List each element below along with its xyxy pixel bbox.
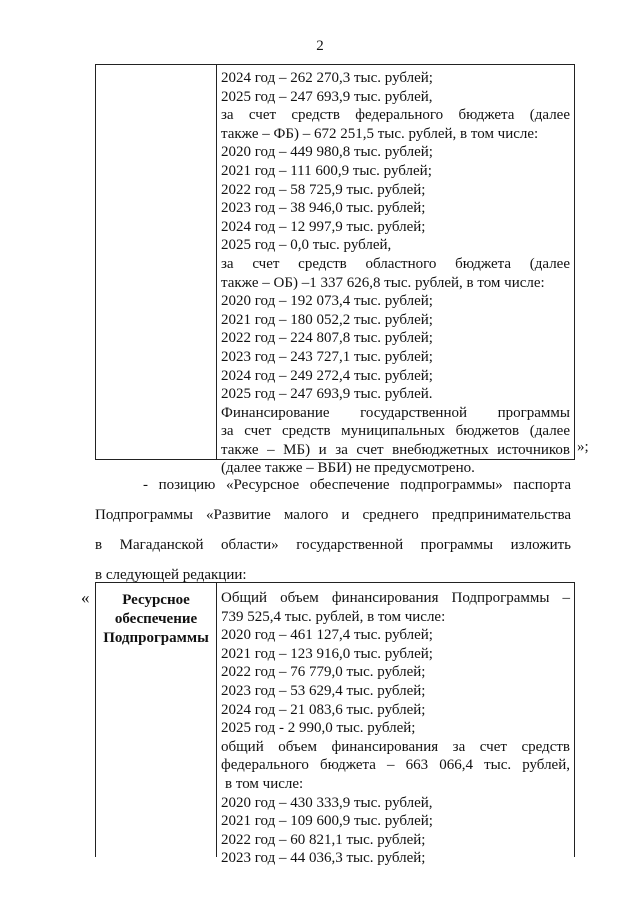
table-line: также – ФБ) – 672 251,5 тыс. рублей, в том числе: xyxy=(221,125,539,142)
table-line: 2020 год – 192 073,4 тыс. рублей; xyxy=(221,293,433,310)
table-line: за счет средств муниципальных бюджетов (далее xyxy=(221,423,570,440)
table-line: 2024 год – 262 270,3 тыс. рублей; xyxy=(221,70,433,86)
column-divider xyxy=(216,65,217,459)
table-line: 2024 год – 249 272,4 тыс. рублей; xyxy=(221,367,433,384)
table-line: федерального бюджета – 663 066,4 тыс. рублей, xyxy=(221,757,570,774)
closing-quote: »; xyxy=(577,439,589,455)
table-line: 2021 год – 111 600,9 тыс. рублей; xyxy=(221,162,432,179)
table-line: в том числе: xyxy=(225,775,304,792)
table-line: 2022 год – 60 821,1 тыс. рублей; xyxy=(221,831,426,848)
funding-cell-text xyxy=(221,69,570,478)
table-line: 2025 год – 247 693,9 тыс. рублей, xyxy=(221,88,433,105)
table-line: 2024 год – 12 997,9 тыс. рублей; xyxy=(221,218,426,235)
paragraph-line: в Магаданской области» государственной программы изложить xyxy=(95,537,571,553)
table-line: 2023 год – 243 727,1 тыс. рублей; xyxy=(221,348,433,365)
table-line: 2020 год – 461 127,4 тыс. рублей; xyxy=(221,627,433,644)
row-header-line: Ресурсное xyxy=(122,592,190,608)
table-line: Финансирование государственной программы xyxy=(221,404,570,421)
table-line: 2025 год - 2 990,0 тыс. рублей; xyxy=(221,720,416,737)
instruction-paragraph xyxy=(95,470,571,590)
table-line: 739 525,4 тыс. рублей, в том числе: xyxy=(221,608,446,625)
resource-cell-text xyxy=(221,589,570,868)
row-header-line: Подпрограммы xyxy=(103,630,209,646)
resource-provision-table xyxy=(95,582,575,867)
table-line: 2022 год – 58 725,9 тыс. рублей; xyxy=(221,181,426,198)
table-line: 2021 год – 180 052,2 тыс. рублей; xyxy=(221,311,433,328)
table-line: 2022 год – 224 807,8 тыс. рублей; xyxy=(221,330,433,347)
table-line: Общий объем финансирования Подпрограммы – xyxy=(221,590,570,606)
paragraph-line: в следующей редакции: xyxy=(95,567,247,583)
row-header-line: обеспечение xyxy=(114,611,198,627)
table-line: 2020 год – 449 980,8 тыс. рублей; xyxy=(221,144,433,161)
table-line: 2025 год – 0,0 тыс. рублей, xyxy=(221,237,392,254)
paragraph-line: Подпрограммы «Развитие малого и среднего предпринимательства xyxy=(95,507,571,523)
column-divider xyxy=(216,583,217,857)
opening-quote: « xyxy=(81,588,90,607)
table-line: общий объем финансирования за счет средств xyxy=(221,738,570,755)
table-line: 2025 год – 247 693,9 тыс. рублей. xyxy=(221,386,433,403)
table-line: 2023 год – 53 629,4 тыс. рублей; xyxy=(221,682,426,699)
table-line: 2020 год – 430 333,9 тыс. рублей, xyxy=(221,794,433,811)
table-line: за счет средств областного бюджета (далее xyxy=(221,255,570,272)
table-line: 2023 год – 38 946,0 тыс. рублей; xyxy=(221,200,426,217)
table-line: также – МБ) и за счет внебюджетных источников xyxy=(221,441,570,458)
row-header-cell xyxy=(96,591,216,648)
page-number: 2 xyxy=(316,38,324,54)
table-line: также – ОБ) –1 337 626,8 тыс. рублей, в том числе: xyxy=(221,274,545,291)
table-line: за счет средств федерального бюджета (далее xyxy=(221,107,570,124)
table-line: 2022 год – 76 779,0 тыс. рублей; xyxy=(221,664,426,681)
paragraph-line: - позицию «Ресурсное обеспечение подпрограммы» паспорта xyxy=(143,477,571,493)
table-line: (далее также – ВБИ) не предусмотрено. xyxy=(221,460,475,477)
table-line: 2023 год – 44 036,3 тыс. рублей; xyxy=(221,850,426,867)
table-line: 2021 год – 109 600,9 тыс. рублей; xyxy=(221,813,433,830)
table-line: 2021 год – 123 916,0 тыс. рублей; xyxy=(221,645,433,662)
funding-table-continuation xyxy=(95,64,575,477)
table-line: 2024 год – 21 083,6 тыс. рублей; xyxy=(221,701,426,718)
